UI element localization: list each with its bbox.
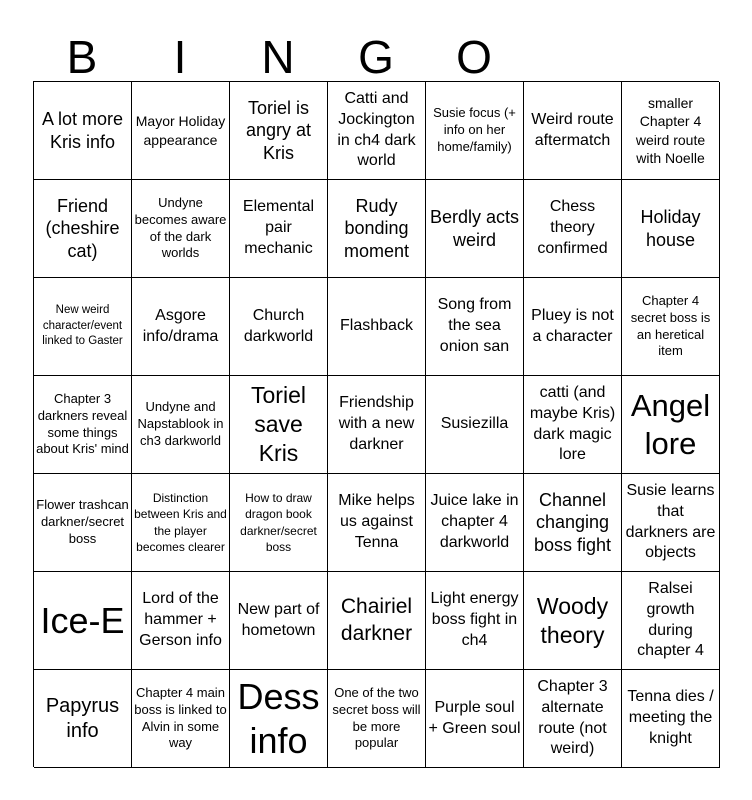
bingo-cell[interactable]: Channel changing boss fight <box>524 474 622 572</box>
bingo-cell[interactable]: Mike helps us against Tenna <box>328 474 426 572</box>
header-letter-o: O <box>456 31 492 83</box>
bingo-cell[interactable]: Susie learns that darkners are objects <box>622 474 720 572</box>
bingo-cell[interactable]: Rudy bonding moment <box>328 180 426 278</box>
bingo-cell[interactable]: Chapter 3 darkners reveal some things about Kris' mind <box>34 376 132 474</box>
bingo-cell[interactable]: Susie focus (+ info on her home/family) <box>426 82 524 180</box>
bingo-cell[interactable]: One of the two secret boss will be more popular <box>328 670 426 768</box>
bingo-cell[interactable]: Dess info <box>230 670 328 768</box>
bingo-header <box>33 30 719 84</box>
bingo-cell[interactable]: Purple soul + Green soul <box>426 670 524 768</box>
bingo-cell[interactable]: Mayor Holiday appearance <box>132 82 230 180</box>
header-letter-n: N <box>261 31 295 83</box>
header-letter-g: G <box>358 31 394 83</box>
bingo-cell[interactable]: Elemental pair mechanic <box>230 180 328 278</box>
bingo-cell[interactable]: Distinction between Kris and the player becomes clearer <box>132 474 230 572</box>
bingo-cell[interactable]: smaller Chapter 4 weird route with Noelle <box>622 82 720 180</box>
bingo-cell[interactable]: Woody theory <box>524 572 622 670</box>
bingo-cell[interactable]: A lot more Kris info <box>34 82 132 180</box>
bingo-cell[interactable]: Angel lore <box>622 376 720 474</box>
bingo-cell[interactable]: Flower trashcan darkner/secret boss <box>34 474 132 572</box>
bingo-cell[interactable]: Chapter 4 main boss is linked to Alvin in some way <box>132 670 230 768</box>
bingo-cell[interactable]: New part of hometown <box>230 572 328 670</box>
bingo-cell[interactable]: Ice-E <box>34 572 132 670</box>
bingo-cell[interactable]: Friend (cheshire cat) <box>34 180 132 278</box>
bingo-cell[interactable]: Chapter 3 alternate route (not weird) <box>524 670 622 768</box>
bingo-cell[interactable]: Chairiel darkner <box>328 572 426 670</box>
bingo-cell[interactable]: Susiezilla <box>426 376 524 474</box>
bingo-cell[interactable]: Lord of the hammer + Gerson info <box>132 572 230 670</box>
bingo-cell[interactable]: catti (and maybe Kris) dark magic lore <box>524 376 622 474</box>
bingo-cell[interactable]: Light energy boss fight in ch4 <box>426 572 524 670</box>
bingo-cell[interactable]: Chess theory confirmed <box>524 180 622 278</box>
bingo-cell[interactable]: Papyrus info <box>34 670 132 768</box>
bingo-cell[interactable]: Toriel save Kris <box>230 376 328 474</box>
bingo-cell[interactable]: Berdly acts weird <box>426 180 524 278</box>
bingo-cell[interactable]: New weird character/event linked to Gaster <box>34 278 132 376</box>
bingo-cell[interactable]: Song from the sea onion san <box>426 278 524 376</box>
bingo-cell[interactable]: Weird route aftermatch <box>524 82 622 180</box>
bingo-cell[interactable]: How to draw dragon book darkner/secret boss <box>230 474 328 572</box>
bingo-cell[interactable]: Undyne becomes aware of the dark worlds <box>132 180 230 278</box>
bingo-cell[interactable]: Juice lake in chapter 4 darkworld <box>426 474 524 572</box>
bingo-cell[interactable]: Church darkworld <box>230 278 328 376</box>
bingo-cell[interactable]: Chapter 4 secret boss is an heretical item <box>622 278 720 376</box>
bingo-grid <box>33 81 719 767</box>
bingo-cell[interactable]: Ralsei growth during chapter 4 <box>622 572 720 670</box>
bingo-cell[interactable]: Tenna dies / meeting the knight <box>622 670 720 768</box>
header-letter-i: I <box>173 31 187 83</box>
header-letter-b: B <box>66 31 98 83</box>
bingo-cell[interactable]: Catti and Jockington in ch4 dark world <box>328 82 426 180</box>
bingo-cell[interactable]: Flashback <box>328 278 426 376</box>
bingo-cell[interactable]: Asgore info/drama <box>132 278 230 376</box>
bingo-cell[interactable]: Undyne and Napstablook in ch3 darkworld <box>132 376 230 474</box>
bingo-cell[interactable]: Pluey is not a character <box>524 278 622 376</box>
bingo-cell[interactable]: Friendship with a new darkner <box>328 376 426 474</box>
bingo-cell[interactable]: Holiday house <box>622 180 720 278</box>
bingo-cell[interactable]: Toriel is angry at Kris <box>230 82 328 180</box>
